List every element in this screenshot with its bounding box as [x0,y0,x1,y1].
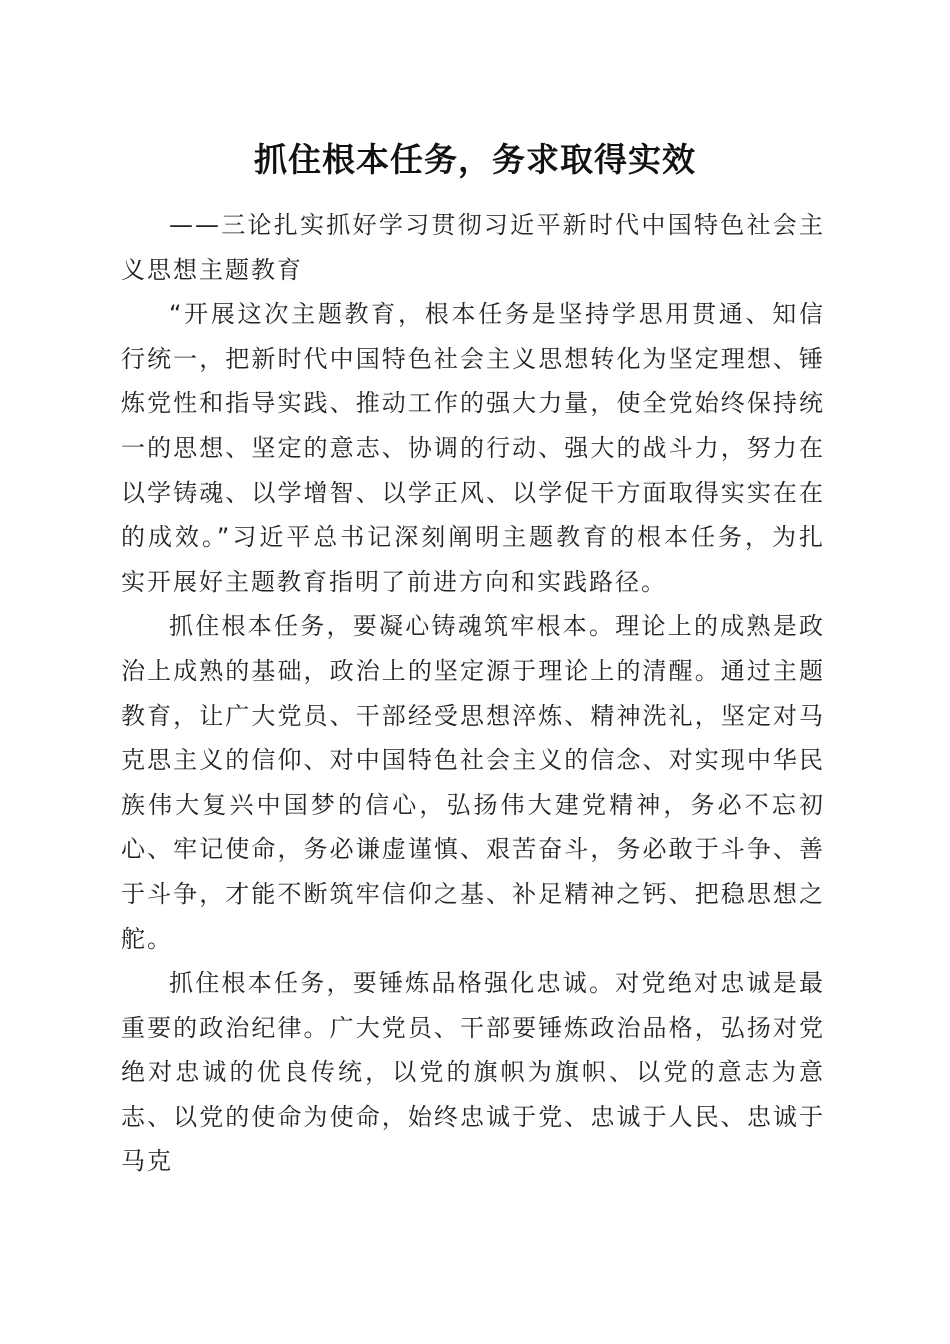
article-body [121,200,825,1184]
paragraph: 抓住根本任务，要凝心铸魂筑牢根本。理论上的成熟是政治上成熟的基础，政治上的坚定源于理论上的清醒。通过主题教育，让广大党员、干部经受思想淬炼、精神洗礼，坚定对马克思主义的信仰、对中国特色社会主义的信念、对实现中华民族伟大复兴中国梦的信心，弘扬伟大建党精神，务必不忘初心、牢记使命，务必谦虚谨慎、艰苦奋斗，务必敢于斗争、善于斗争，才能不断筑牢信仰之基、补足精神之钙、把稳思想之舵。 [121,612,825,953]
page-title: 抓住根本任务，务求取得实效 [254,140,696,179]
paragraph: “开展这次主题教育，根本任务是坚持学思用贯通、知信行统一，把新时代中国特色社会主义思想转化为坚定理想、锤炼党性和指导实践、推动工作的强大力量，使全党始终保持统一的思想、坚定的意志、协调的行动、强大的战斗力，努力在以学铸魂、以学增智、以学正风、以学促干方面取得实实在在的成效。”习近平总书记深刻阐明主题教育的根本任务，为扎实开展好主题教育指明了前进方向和实践路径。 [121,300,825,596]
subtitle: ——三论扎实抓好学习贯彻习近平新时代中国特色社会主义思想主题教育 [121,211,825,284]
paragraph: 抓住根本任务，要锤炼品格强化忠诚。对党绝对忠诚是最重要的政治纪律。广大党员、干部要锤炼政治品格，弘扬对党绝对忠诚的优良传统，以党的旗帜为旗帜、以党的意志为意志、以党的使命为使命，始终忠诚于党、忠诚于人民、忠诚于马克 [121,969,825,1176]
